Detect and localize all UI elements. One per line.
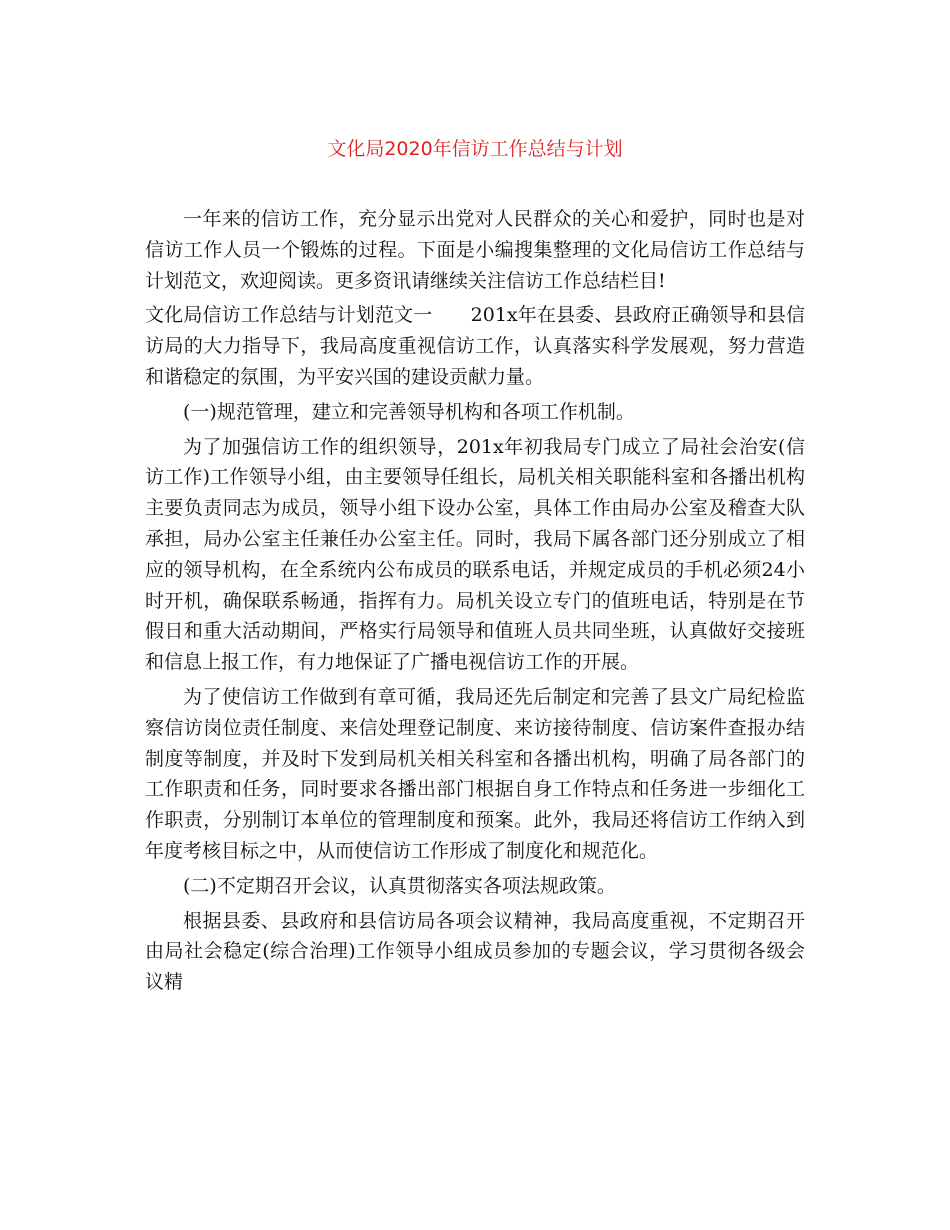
paragraph-subheading-2: (二)不定期召开会议，认真贯彻落实各项法规政策。 xyxy=(183,874,616,897)
paragraph-body-2: 为了使信访工作做到有章可循，我局还先后制定和完善了县文广局纪检监察信访岗位责任制度、来信处理登记制度、来访接待制度、信访案件查报办结制度等制度，并及时下发到局机关相关科室和各播出机构，明确了局各部门的工作职责和任务，同时要求各播出部门根据自身工作特点和任务进一步细化工作职责，分别制订本单位的管理制度和预案。此外，我局还将信访工作纳入到年度考核目标之中，从而使信访工作形成了制度化和规范化。 xyxy=(145,685,805,862)
document-title: 文化局2020年信访工作总结与计划 xyxy=(327,138,623,160)
paragraph-body-3: 根据县委、县政府和县信访局各项会议精神，我局高度重视，不定期召开由局社会稳定(综合治理)工作领导小组成员参加的专题会议，学习贯彻各级会议精 xyxy=(145,909,805,994)
paragraph-subheading-1: (一)规范管理，建立和完善领导机构和各项工作机制。 xyxy=(183,400,635,423)
paragraph-intro: 一年来的信访工作，充分显示出党对人民群众的关心和爱护，同时也是对信访工作人员一个锻炼的过程。下面是小编搜集整理的文化局信访工作总结与计划范文，欢迎阅读。更多资讯请继续关注信访工作总结栏目! xyxy=(145,208,805,292)
paragraph-body-1: 为了加强信访工作的组织领导，201x年初我局专门成立了局社会治安(信访工作)工作领导小组，由主要领导任组长，局机关相关职能科室和各播出机构主要负责同志为成员，领导小组下设办公室，具体工作由局办公室及稽查大队承担，局办公室主任兼任办公室主任。同时，我局下属各部门还分别成立了相应的领导机构，在全系统内公布成员的联系电话，并规定成员的手机必须24小时开机，确保联系畅通，指挥有力。局机关设立专门的值班电话，特别是在节假日和重大活动期间，严格实行局领导和值班人员共同坐班，认真做好交接班和信息上报工作，有力地保证了广播电视信访工作的开展。 xyxy=(145,435,805,674)
paragraph-section-heading: 文化局信访工作总结与计划范文一 201x年在县委、县政府正确领导和县信访局的大力指导下，我局高度重视信访工作，认真落实科学发展观，努力营造和谐稳定的氛围，为平安兴国的建设贡献力量。 xyxy=(145,304,805,388)
document-body xyxy=(145,204,805,1002)
